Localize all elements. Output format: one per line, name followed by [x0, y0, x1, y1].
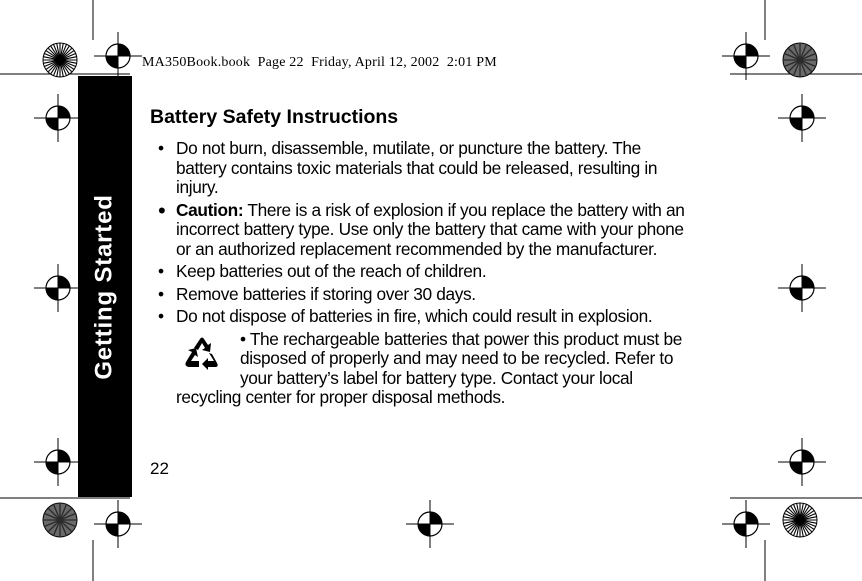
side-tab-label-wrap: [78, 76, 132, 497]
bullet-marker: •: [158, 283, 164, 304]
side-tab-label: Getting Started: [91, 193, 118, 380]
bullet-item-4: [158, 285, 694, 305]
bullet-marker: •: [158, 197, 166, 223]
caution-label: Caution:: [176, 199, 244, 220]
bullet-item-2: [158, 197, 694, 260]
bullet-text: Keep batteries out of the reach of children.: [176, 261, 487, 281]
recycle-icon: [180, 334, 224, 378]
page-header-file-info: MA350Book.book Page 22 Friday, April 12, 2002 2:01 PM: [142, 55, 497, 70]
bullet-marker: •: [158, 138, 164, 158]
bullet-list: [158, 139, 694, 408]
bullet-text: Do not burn, disassemble, mutilate, or puncture the battery. The battery contains toxic materials that could be released, resulting in injury.: [176, 138, 658, 197]
bullet-item-1: [158, 139, 694, 198]
caution-text: There is a risk of explosion if you replace the battery with an incorrect battery type. Use only the battery that came with your phone or an authorized replacement recommended by the manufacturer.: [176, 199, 685, 259]
bullet-marker: •: [158, 306, 164, 326]
recycle-note: [158, 330, 694, 408]
bullet-text: Remove batteries if storing over 30 days.: [176, 283, 476, 304]
recycle-text: • The rechargeable batteries that power this product must be disposed of properly and may need to be recycled. Refer to your battery’s label for battery type. Contact your local: [240, 328, 682, 388]
bullet-item-3: [158, 262, 694, 282]
bullet-text: Do not dispose of batteries in fire, which could result in explosion.: [176, 306, 653, 326]
page-number: 22: [150, 459, 169, 478]
bullet-item-5: [158, 307, 694, 327]
bullet-marker: •: [158, 261, 164, 281]
bullet-text: [176, 201, 694, 260]
section-title: Battery Safety Instructions: [150, 106, 399, 128]
recycle-text-tail: recycling center for proper disposal methods.: [176, 387, 506, 407]
